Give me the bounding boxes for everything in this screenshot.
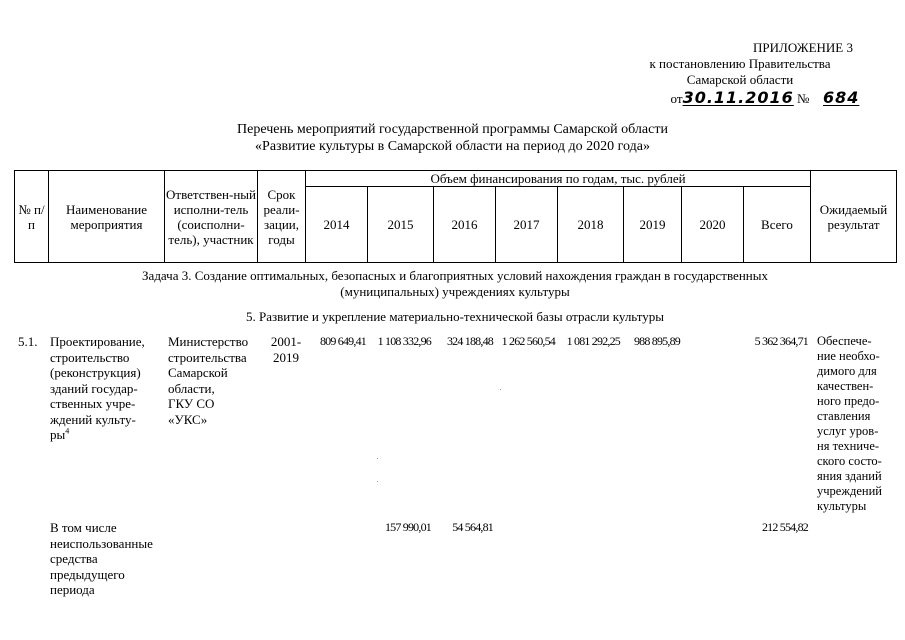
- row-result-line: качествен-: [817, 379, 874, 393]
- handwritten-number: 684: [823, 88, 860, 107]
- header-year: 2020: [682, 187, 744, 263]
- header-year: 2017: [496, 187, 558, 263]
- value-2014: 809 649,41: [319, 334, 366, 348]
- row-result-line: учреждений: [817, 484, 882, 498]
- value-2017: 1 262 560,54: [501, 334, 555, 348]
- header-year: 2014: [306, 187, 368, 263]
- row-number: 5.1.: [18, 334, 38, 349]
- value-2016: 324 188,48: [446, 334, 493, 348]
- header-year: 2019: [624, 187, 682, 263]
- row-name-line: строительство: [50, 349, 130, 365]
- document-title-line-1: Перечень мероприятий государственной программы Самарской области: [237, 122, 668, 137]
- subrow-name-line: В том числе: [50, 520, 117, 535]
- document-title-line-2: «Развитие культуры в Самарской области на период до 2020 года»: [255, 139, 650, 154]
- row-term-line: 2019: [273, 349, 299, 365]
- row-name-line: ственных учре-: [50, 396, 136, 411]
- value-total: 5 362 364,71: [754, 334, 808, 348]
- row-result-line: димого для: [817, 364, 877, 378]
- header-num: № п/п: [15, 171, 49, 263]
- subrow-value-2016: 54 564,81: [452, 520, 493, 534]
- row-name-line: зданий государ-: [50, 380, 138, 396]
- header-year: 2015: [368, 187, 434, 263]
- row-result-line: яния зданий: [817, 469, 882, 483]
- row-term-line: 2001-: [270, 334, 302, 349]
- subrow-name-line: средства: [50, 551, 98, 566]
- appendix-header: [625, 40, 860, 108]
- scan-speck: [377, 481, 378, 482]
- header-total: Всего: [744, 187, 811, 263]
- row-name-line: Проектирование,: [50, 334, 145, 349]
- row-executor-line: строительства: [168, 349, 247, 365]
- footnote-marker: 4: [65, 426, 70, 436]
- row-executor-line: Министерство: [168, 334, 249, 349]
- row-name-line: ждений культу-: [50, 411, 136, 427]
- subrow-value-total: 212 554,82: [761, 520, 808, 534]
- subrow-name-line: периода: [50, 582, 95, 597]
- row-executor-line: ГКУ СО: [168, 396, 215, 411]
- document-title: [0, 121, 905, 155]
- subrow-name-line: неиспользованные: [50, 535, 153, 551]
- row-name-line: (реконструкция): [50, 365, 141, 380]
- row-result-line: ского состо-: [817, 454, 882, 468]
- task-heading-line-2: (муниципальных) учреждениях культуры: [340, 284, 570, 299]
- value-2015: 1 108 332,96: [377, 334, 431, 348]
- value-2019: 988 895,89: [633, 334, 680, 348]
- row-result-line: ного предо-: [817, 394, 880, 408]
- row-executor-line: области,: [168, 380, 215, 396]
- row-result-line: ня техниче-: [817, 439, 880, 453]
- header-name: Наименование мероприятия: [49, 171, 165, 263]
- row-result-line: ние необхо-: [817, 349, 880, 363]
- row-term: [264, 334, 308, 365]
- funding-table-header: [14, 170, 897, 263]
- subrow-name-line: предыдущего: [50, 566, 125, 582]
- header-year: 2018: [558, 187, 624, 263]
- row-result-line: услуг уров-: [817, 424, 879, 438]
- row-name: [50, 334, 166, 443]
- scan-speck: [500, 389, 501, 390]
- task-heading: [14, 268, 896, 300]
- section-subtitle: 5. Развитие и укрепление материально-технической базы отрасли культуры: [246, 309, 664, 324]
- value-2018: 1 081 292,25: [566, 334, 620, 348]
- row-executor-line: «УКС»: [168, 411, 208, 427]
- header-year: 2016: [434, 187, 496, 263]
- row-result-line: культуры: [817, 499, 867, 513]
- row-executor: [168, 334, 263, 427]
- number-sign: №: [797, 91, 810, 106]
- subrow-name: [50, 520, 166, 598]
- handwritten-date: 30.11.2016: [682, 88, 794, 107]
- task-heading-line-1: Задача 3. Создание оптимальных, безопасных и благоприятных условий нахождения граждан в государственных: [142, 268, 768, 283]
- appendix-line-2: к постановлению Правительства: [649, 56, 831, 71]
- appendix-title: ПРИЛОЖЕНИЕ 3: [753, 40, 853, 55]
- header-funding: Объем финансирования по годам, тыс. рублей: [306, 171, 811, 187]
- row-name-line: $ры^4$: [50, 426, 70, 442]
- appendix-date-line: [625, 88, 860, 108]
- header-result: Ожидаемый результат: [811, 171, 897, 263]
- row-result: [817, 334, 901, 514]
- header-executor: Ответствен-ный исполни-тель (соисполни-тель), участник: [165, 171, 258, 263]
- scan-speck: [377, 458, 378, 459]
- appendix-line-3: Самарской области: [686, 72, 794, 87]
- row-executor-line: Самарской: [168, 365, 228, 380]
- row-result-line: Обеспече-: [817, 334, 872, 348]
- row-result-line: ставления: [817, 409, 871, 423]
- subrow-value-2015: 157 990,01: [384, 520, 431, 534]
- header-term: Срок реали-зации, годы: [258, 171, 306, 263]
- date-prefix: от: [670, 91, 683, 106]
